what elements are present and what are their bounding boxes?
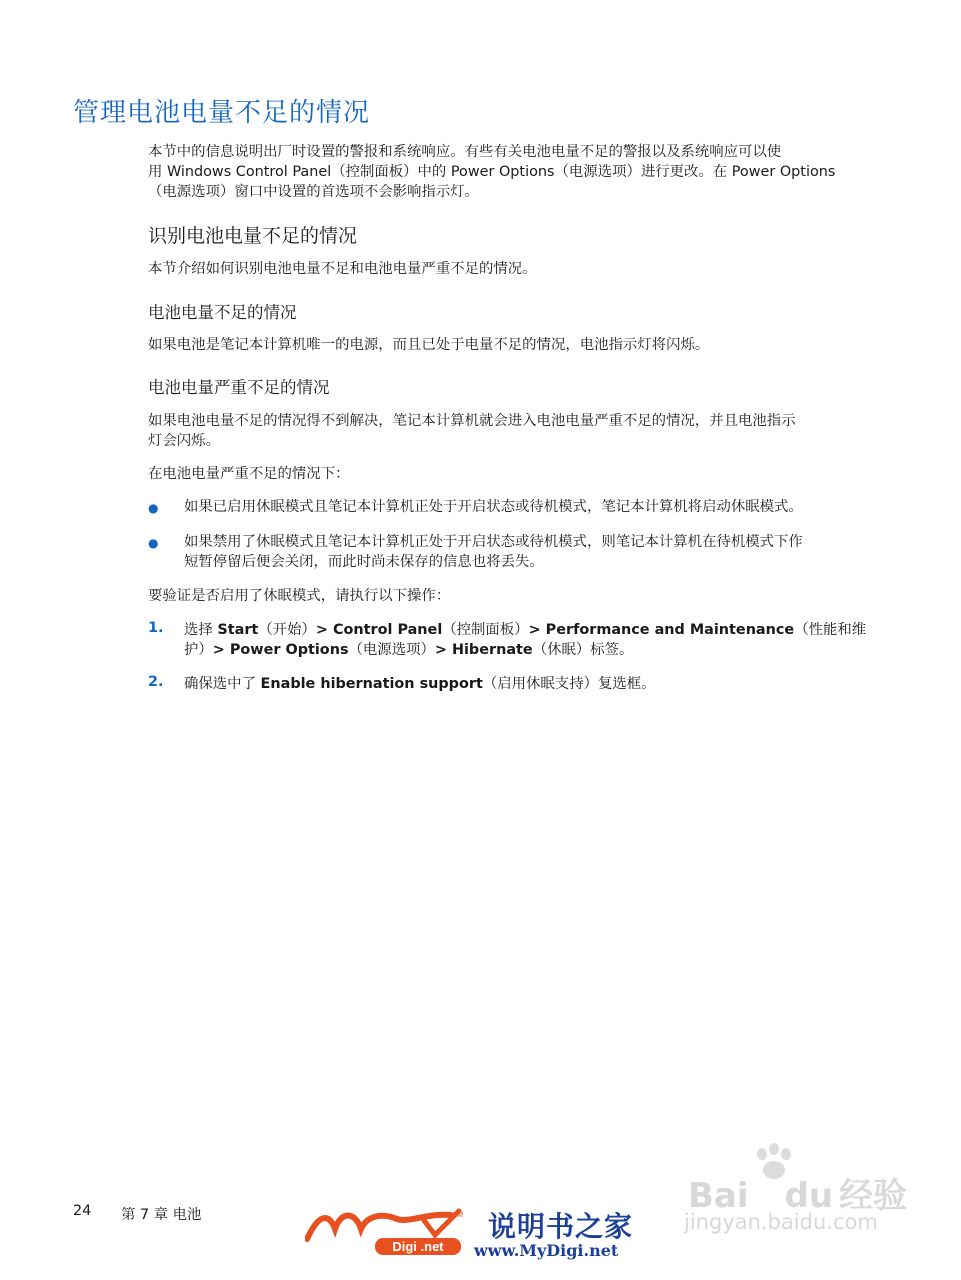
bullet-icon: ● (148, 536, 159, 550)
intro-line: 本节中的信息说明出厂时设置的警报和系统响应。有些有关电池电量不足的警报以及系统响应可以使 (148, 144, 782, 160)
site-name-cn: 说明书之家 (488, 1210, 634, 1243)
text-line: 灯会闪烁。 (148, 433, 220, 449)
list-item: 如果禁用了休眠模式且笔记本计算机正处于开启状态或待机模式，则笔记本计算机在待机模式下作 短暂停留后便会关闭，而此时尚未保存的信息也将丢失。 (184, 534, 803, 570)
subsection-text (148, 411, 874, 451)
step-number: 1. (148, 620, 164, 636)
step-number: 2. (148, 674, 164, 690)
site-url: www.MyDigi.net (474, 1241, 619, 1260)
section-text: 本节介绍如何识别电池电量不足和电池电量严重不足的情况。 (148, 261, 537, 277)
subsection-heading: 电池电量严重不足的情况 (148, 378, 330, 397)
mydigi-logo (305, 1205, 475, 1260)
step-item: 确保选中了 Enable hibernation support（启用休眠支持）复选框。 (184, 676, 656, 692)
text-line: 如果电池电量不足的情况得不到解决，笔记本计算机就会进入电池电量严重不足的情况，并且电池指示 (148, 413, 796, 429)
step-item: 选择 Start（开始）> Control Panel（控制面板）> Performance and Maintenance（性能和维 护）> Power Options（电源选项）> Hibernate（休眠）标签。 (184, 622, 867, 658)
intro-line: 用 Windows Control Panel（控制面板）中的 Power Options（电源选项）进行更改。在 Power Options (148, 164, 836, 180)
baidu-watermark-url: jingyan.baidu.com (684, 1210, 878, 1234)
verify-text: 要验证是否启用了休眠模式，请执行以下操作： (148, 588, 451, 604)
svg-text:Digi .net: Digi .net (392, 1239, 444, 1254)
page-number: 24 (73, 1203, 92, 1219)
intro-line: （电源选项）窗口中设置的首选项不会影响指示灯。 (148, 184, 479, 200)
svg-text:TM: TM (453, 1212, 464, 1219)
section-heading: 识别电池电量不足的情况 (148, 225, 358, 247)
bullet-icon: ● (148, 501, 159, 515)
baidu-watermark: Bai du 经验 (688, 1176, 908, 1216)
intro-paragraph (148, 142, 874, 202)
page-title: 管理电池电量不足的情况 (73, 98, 371, 128)
chapter-label: 第 7 章 电池 (121, 1207, 202, 1223)
lead-text: 在电池电量严重不足的情况下： (148, 466, 350, 482)
subsection-heading: 电池电量不足的情况 (148, 303, 297, 322)
list-item: 如果已启用休眠模式且笔记本计算机正处于开启状态或待机模式，笔记本计算机将启动休眠模式。 (184, 499, 803, 515)
subsection-text: 如果电池是笔记本计算机唯一的电源，而且已处于电量不足的情况，电池指示灯将闪烁。 (148, 337, 710, 353)
